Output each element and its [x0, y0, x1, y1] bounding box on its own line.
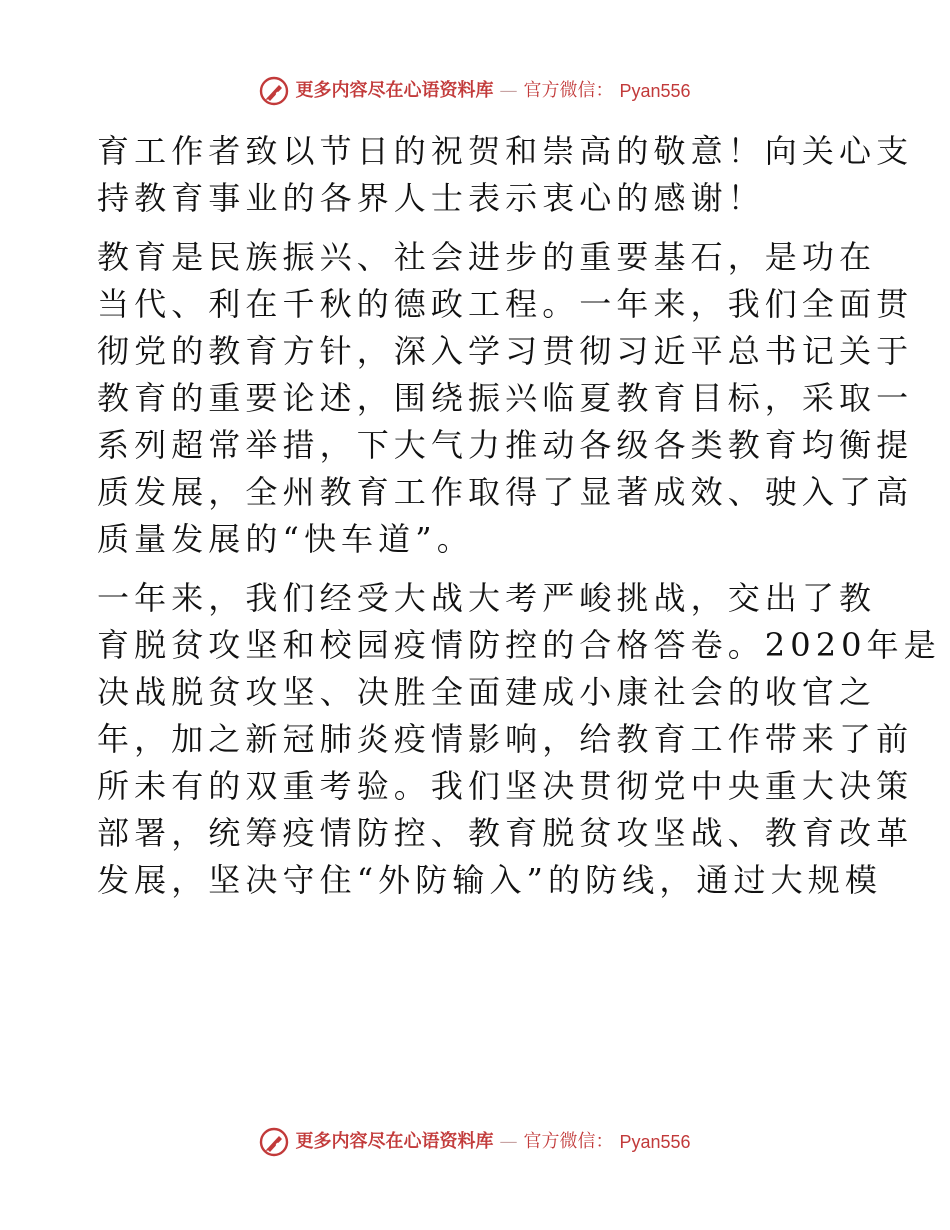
pen-seal-logo-icon: [259, 1127, 289, 1157]
text-line: 育脱贫攻坚和校园疫情防控的合格答卷。2020年是: [97, 626, 941, 664]
text-line: 系列超常举措，下大气力推动各级各类教育均衡提: [97, 426, 914, 464]
text-line: 持教育事业的各界人士表示衷心的感谢！: [97, 179, 765, 217]
text-line: 部署，统筹疫情防控、教育脱贫攻坚战、教育改革: [97, 814, 914, 852]
text-line: 彻党的教育方针，深入学习贯彻习近平总书记关于: [97, 332, 914, 370]
watermark-text: 更多内容尽在心语资料库: [295, 1131, 494, 1152]
pen-seal-logo-icon: [259, 76, 289, 106]
footer-watermark: [0, 1127, 950, 1157]
watermark-contact-id: Pyan556: [619, 1132, 691, 1152]
header-watermark: [0, 76, 950, 106]
watermark-text: 更多内容尽在心语资料库: [295, 80, 494, 101]
text-line: 教育的重要论述，围绕振兴临夏教育目标，采取一: [97, 379, 914, 417]
text-line: 教育是民族振兴、社会进步的重要基石，是功在: [97, 238, 877, 276]
text-line: 育工作者致以节日的祝贺和崇高的敬意！向关心支: [97, 132, 914, 170]
paragraph-gap: [97, 563, 857, 575]
text-line: 质量发展的“快车道”。: [97, 520, 474, 558]
paragraph-2: [97, 234, 914, 563]
watermark-contact-id: Pyan556: [619, 81, 691, 101]
text-line: 发展，坚决守住“外防输入”的防线，通过大规模: [97, 861, 882, 899]
text-line: 决战脱贫攻坚、决胜全面建成小康社会的收官之: [97, 673, 877, 711]
paragraph-gap: [97, 222, 857, 234]
text-line: 质发展，全州教育工作取得了显著成效、驶入了高: [97, 473, 914, 511]
text-line: 一年来，我们经受大战大考严峻挑战，交出了教: [97, 579, 877, 617]
text-line: 年，加之新冠肺炎疫情影响，给教育工作带来了前: [97, 720, 914, 758]
paragraph-3: [97, 575, 941, 904]
document-body: [97, 128, 941, 904]
text-line: 所未有的双重考验。我们坚决贯彻党中央重大决策: [97, 767, 914, 805]
watermark-separator: —: [499, 80, 518, 101]
text-line: 当代、利在千秋的德政工程。一年来，我们全面贯: [97, 285, 914, 323]
watermark-contact-label: 官方微信：: [523, 1131, 614, 1152]
watermark-separator: —: [499, 1131, 518, 1152]
watermark-contact-label: 官方微信：: [523, 80, 614, 101]
paragraph-1: [97, 128, 914, 222]
